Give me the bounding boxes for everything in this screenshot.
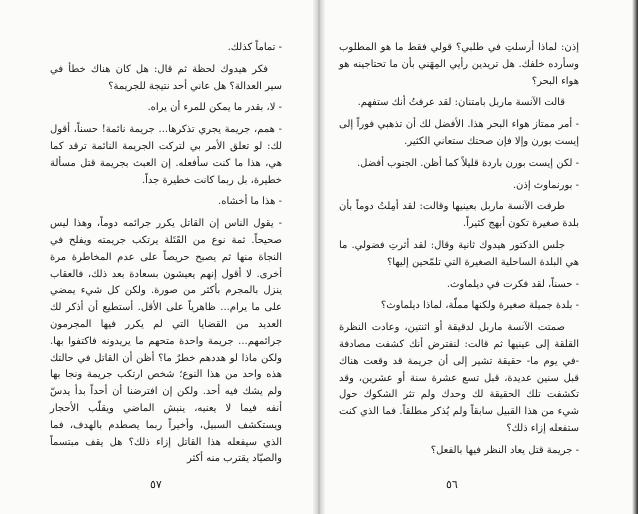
left-page-text [50, 40, 282, 468]
paragraph: صمتت الآنسة ماربل لدقيقة أو اثنتين، وعادت النظرة القلقة إلى عينيها ثم قالت: لنفترض أنك كشفت مصادفة -في يوم ما- حقيقة تشير إلى أن جريمة قد وقعت هناك قبل سنين عديدة، قبل تسع عشرة سنة أو عشرين، وقد تكشفت تلك الحقيقة لك وحدك ولم تثر الشكوك حول شيء من هذا القبيل سابقاً ولم يُذكر مطلقاً. فما الذي كنت ستفعله إزاء ذلك؟ [339, 322, 579, 434]
page-number: ٥٦ [446, 478, 458, 491]
right-page [321, 0, 638, 514]
right-page-text [339, 40, 579, 460]
paragraph: - بورنماوث إذن. [512, 179, 579, 191]
paragraph: - لا، بقدر ما يمكن للمرء أن يراه. [147, 102, 282, 114]
paragraph: - حسناً، لقد فكرت في ديلماوث. [446, 278, 579, 290]
page-number: ٥٧ [150, 478, 162, 491]
paragraph: طرفت الآنسة ماربل بعينيها وقالت: لقد أمِلتُ دوماً بأن بلدة صغيرة تكون أبهج كثيراً. [339, 201, 579, 230]
paragraph: - هذا ما أخشاه. [218, 196, 282, 208]
paragraph: - لكن إيست بورن باردة قليلاً كما أظن. الجنوب أفضل. [357, 157, 579, 169]
paragraph: - بلدة جميلة صغيرة ولكنها مملّة، لماذا ديلماوث؟ [380, 300, 579, 312]
paragraph: - جريمة قتل يعاد النظر فيها بالفعل؟ [430, 444, 579, 456]
left-page [0, 0, 317, 514]
paragraph: فكر هيدوك لحظة ثم قال: هل كان هناك خطأ في سير العدالة؟ هل عاني أحد نتيجة للجريمة؟ [50, 63, 282, 92]
page-edge-shadow [632, 0, 638, 514]
paragraph: - تماماً كذلك. [227, 42, 282, 53]
paragraph: - أمر ممتاز هواء البحر هذا. الأفضل لك أن تذهبي فوراً إلى إيست بورن وإلا فإن صحتك ستعاني الكثير. [339, 119, 579, 147]
paragraph: - يقول الناس إن القاتل يكرر جرائمه دوماً، وهذا ليس صحيحاً. ثمة نوع من القَتَلة يرتكب جريمته ويفلح في النجاة منها ثم يصبح حريصاً على عدم المخاطرة مرة أخرى. لا أقول إنهم يعيشون بسعادة بعد ذلك، فالعقاب ينزل بالمجرم بأكثر من صورة. ولكن كل شيء يمضي على ما يرام... ظاهرياً على الأقل. أستطيع أن أذكر لك العديد من القضايا التي لم يكرر فيها المجرمون جرائمهم... جريمة واحدة متحهم ما يريدونه فاكتفوا بها. ولكن ماذا لو هددهم خطرٌ ما؟ أظن أن القاتل في حالتك هذه واحد من هذا النوع؛ شخص ارتكب جريمة ونجا بها ولم يشك فيه أحد. ولكن إن افترضنا أن أحداً بدأ يدسّ أنفه فيما لا يعنيه، ينبش الماضي ويقلّب الأحجار ويستكشف السبيل، وأخيراً ربما يصطدم بالهدف، فما الذي سيفعله هذا القاتل إزاء ذلك؟ هل يقف مبتسماً والصيّاد يقترب منه أكثر [50, 218, 282, 465]
paragraph: - همم، جريمة يجري تذكرها... جريمة نائمة! حسناً، أقول لك: لو تعلق الأمر بي لتركت الجريمة النائمة ترقد كما هي، هذا ما كنت سأفعله. إن العبث بجريمة قتل مسألة خطيرة، بل ربما كانت خطيرة جداً. [50, 124, 282, 186]
paragraph: إذن: لماذا أرسلتِ في طلبي؟ قولي فقط ما هو المطلوب وسأرده خلفك. هل تريدين رأيي المِهَني بأن ما تحتاجينه هو هواء البحر؟ [339, 42, 579, 87]
paragraph: جلس الدكتور هيدوك ثانية وقال: لقد أثرتِ فضولي. ما هي البلدة الساحلية الصغيرة التي تلمّحين إليها؟ [339, 239, 579, 268]
paragraph: قالت الآنسة ماربل بامتنان: لقد عرفتُ أنك ستفهم. [357, 97, 565, 109]
